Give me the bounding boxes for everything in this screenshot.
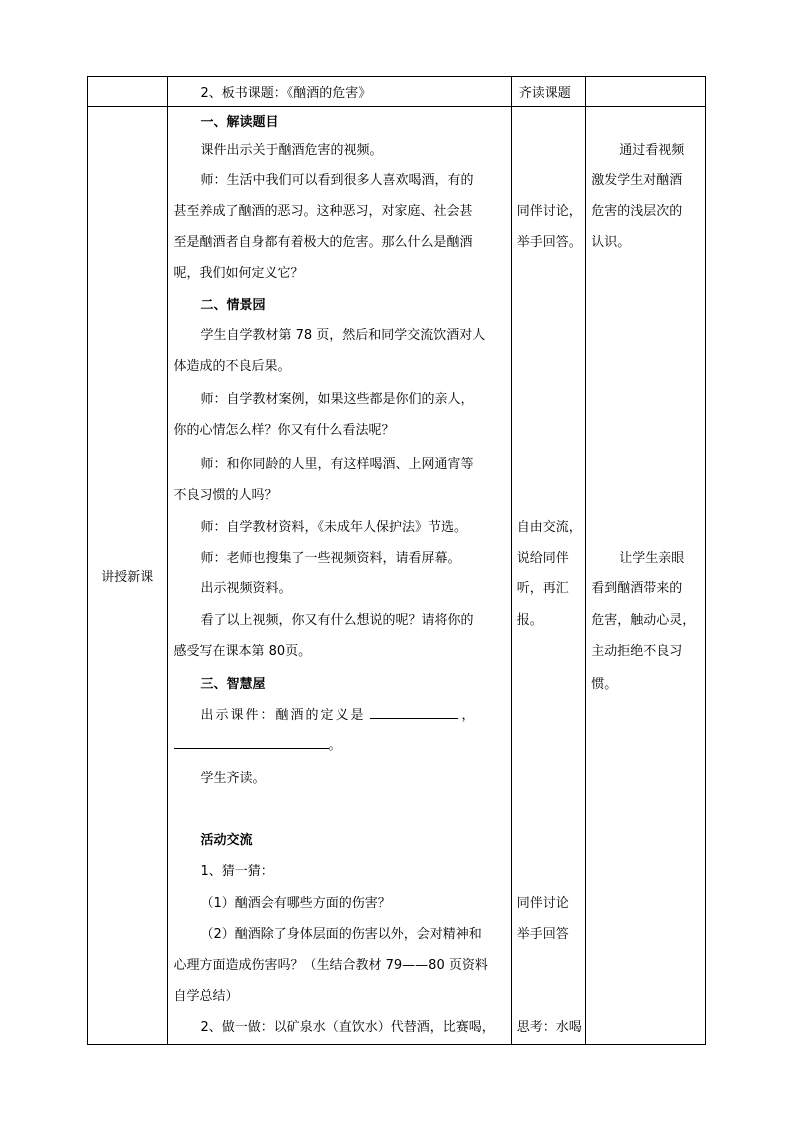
paragraph: 心理方面造成伤害吗？（生结合教材 79——80 页资料 — [173, 958, 488, 973]
activity-text: 思考：水喝 — [516, 1020, 582, 1035]
section-label: 讲授新课 — [88, 107, 168, 1045]
activity-text: 说给同伴 — [516, 551, 569, 566]
section-heading: 三、智慧屋 — [200, 677, 266, 692]
empty-cell — [88, 77, 168, 107]
empty-cell — [586, 77, 706, 107]
activity-text: 报。 — [516, 613, 543, 628]
section-heading: 一、解读题目 — [200, 115, 279, 130]
paragraph: 师：和你同龄的人里，有这样喝酒、上网通宵等 — [200, 457, 474, 472]
paragraph: 不良习惯的人吗？ — [173, 488, 278, 503]
paragraph: 呢，我们如何定义它？ — [173, 266, 304, 281]
paragraph: 师：老师也搜集了一些视频资料，请看屏幕。 — [200, 551, 461, 566]
intent-text: 危害，触动心灵， — [591, 613, 696, 628]
intent-text: 认识。 — [591, 235, 631, 250]
paragraph: 学生齐读。 — [200, 771, 266, 786]
paragraph: 师：自学教材资料，《未成年人保护法》节选。 — [200, 520, 468, 535]
paragraph: 学生自学教材第 78 页，然后和同学交流饮酒对人 — [200, 328, 486, 343]
paragraph: 出示课件：酗酒的定义是 — [200, 708, 366, 723]
paragraph: 。 — [328, 738, 342, 753]
paragraph: 课件出示关于酗酒危害的视频。 — [200, 143, 383, 158]
intent-text: 危害的浅层次的 — [591, 204, 683, 219]
lesson-plan-table — [87, 76, 706, 1045]
paragraph: 看了以上视频，你又有什么想说的呢？请将你的 — [200, 613, 474, 628]
activity-cell: 齐读课题 — [511, 77, 585, 107]
intent-text: 通过看视频 — [619, 143, 685, 158]
activity-text: 同伴讨论， — [516, 204, 582, 219]
paragraph: 出示视频资料。 — [200, 581, 292, 596]
fill-in-line — [201, 707, 505, 725]
paragraph: 甚至养成了酗酒的恶习。这种恶习，对家庭、社会甚 — [173, 204, 473, 219]
answer-blank — [370, 718, 458, 719]
paragraph: 2、做一做：以矿泉水（直饮水）代替酒，比赛喝， — [200, 1020, 495, 1035]
intent-text: 主动拒绝不良习 — [591, 644, 683, 659]
intent-column-cell — [586, 107, 706, 1045]
activity-text: 举手回答 — [516, 927, 569, 942]
table-row — [88, 77, 706, 107]
paragraph: （2）酗酒除了身体层面的伤害以外，会对精神和 — [200, 927, 482, 942]
intent-text: 惯。 — [591, 677, 618, 692]
section-heading: 活动交流 — [200, 833, 253, 848]
intent-text: 看到酗酒带来的 — [591, 581, 683, 596]
table-row — [88, 107, 706, 1045]
answer-blank — [174, 748, 329, 749]
intent-text: 激发学生对酗酒 — [591, 173, 683, 188]
activity-text: 同伴讨论 — [516, 896, 569, 911]
intent-text: 让学生亲眼 — [619, 551, 685, 566]
paragraph: 自学总结） — [173, 989, 239, 1004]
paragraph: 体造成的不良后果。 — [173, 359, 291, 374]
topic-cell: 2、板书课题：《酗酒的危害》 — [167, 77, 511, 107]
activity-text: 自由交流， — [516, 520, 582, 535]
paragraph: 你的心情怎么样？你又有什么看法呢？ — [173, 423, 395, 438]
paragraph: 师：自学教材案例，如果这些都是你们的亲人， — [200, 392, 474, 407]
activity-column-cell — [511, 107, 585, 1045]
paragraph: 感受写在课本第 80页。 — [173, 644, 312, 659]
paragraph: （1）酗酒会有哪些方面的伤害？ — [200, 896, 391, 911]
activity-text: 举手回答。 — [516, 235, 582, 250]
paragraph: 至是酗酒者自身都有着极大的危害。那么什么是酗酒 — [173, 235, 473, 250]
content-cell — [167, 107, 511, 1045]
activity-text: 听，再汇 — [516, 581, 569, 596]
paragraph: ， — [461, 708, 477, 723]
section-heading: 二、情景园 — [200, 298, 266, 313]
fill-in-line — [174, 737, 505, 755]
paragraph: 师：生活中我们可以看到很多人喜欢喝酒，有的 — [200, 173, 474, 188]
paragraph: 1、猜一猜： — [200, 864, 274, 879]
